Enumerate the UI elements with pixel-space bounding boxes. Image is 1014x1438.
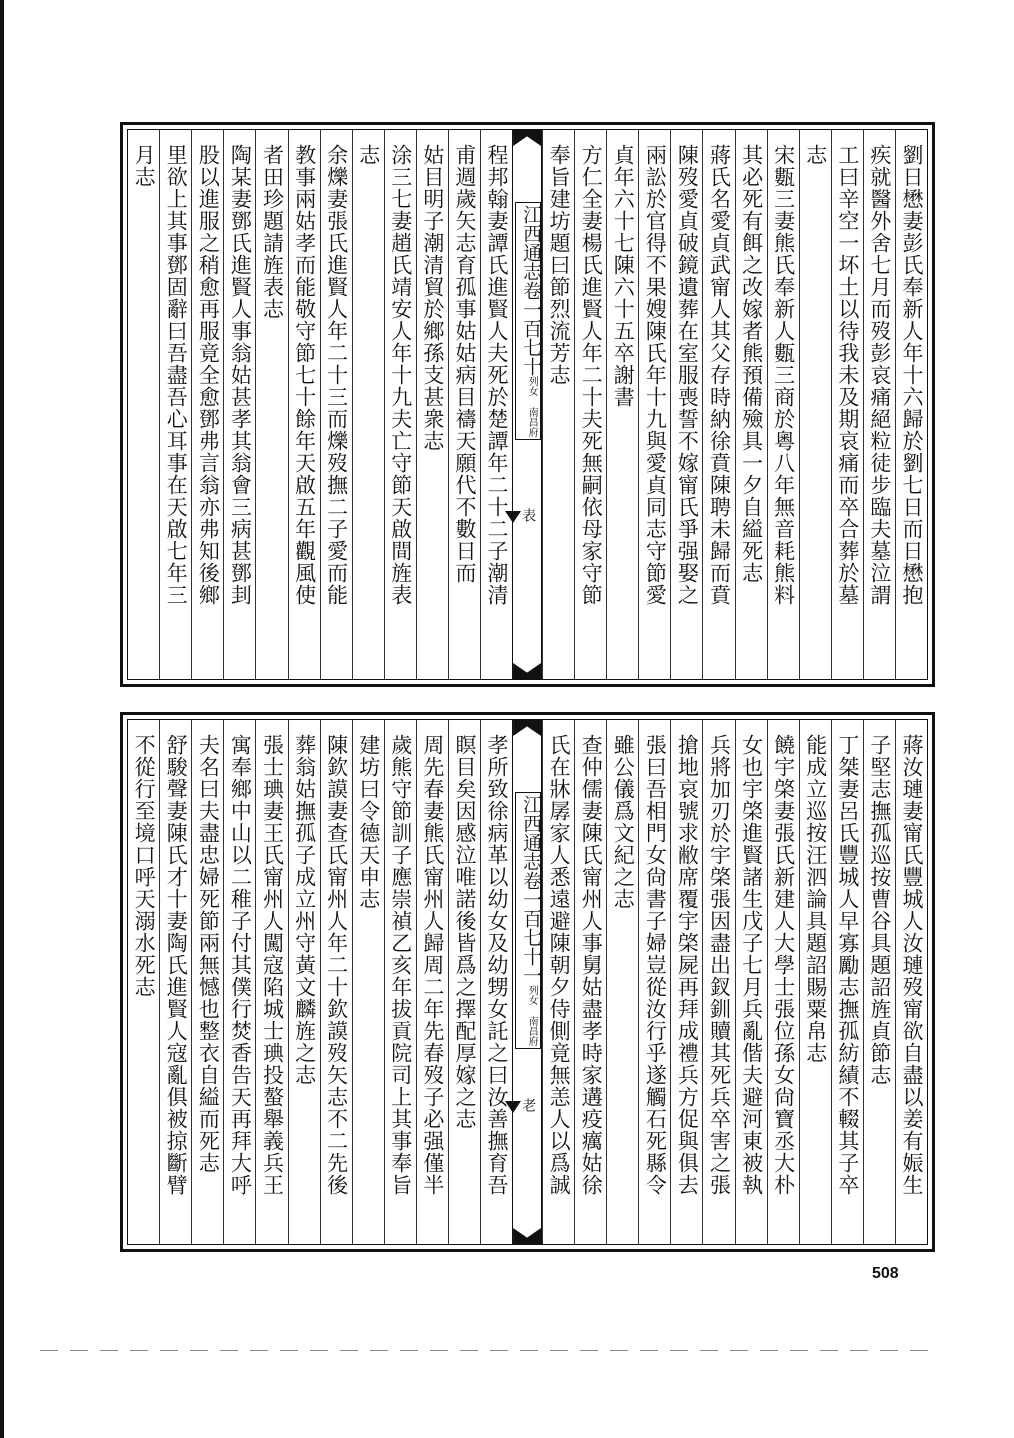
text-column: 兵將加刃於宇棨張因盡出釵釧贖其死兵卒害之張 xyxy=(702,720,734,1244)
text-column: 瞑目矣因感泣唯諾後皆爲之擇配厚嫁之志 xyxy=(448,720,480,1244)
text-column: 劉日懋妻彭氏奉新人年十六歸於劉七日而日懋抱 xyxy=(895,130,927,679)
text-column: 查仲儒妻陳氏甯州人事舅姑盡孝時家遘疫癘姑徐 xyxy=(574,720,606,1244)
top-text-columns xyxy=(128,130,927,679)
text-column: 奉旨建坊題曰節烈流芳志 xyxy=(542,130,574,679)
text-column: 饒宇棨妻張氏新建人大學士張位孫女尙寶丞大朴 xyxy=(767,720,799,1244)
center-gutter xyxy=(512,720,542,1244)
text-column: 不從行至境口呼天溺水死志 xyxy=(132,734,157,998)
text-column: 丁桀妻呂氏豐城人早寡勵志撫孤紡績不輟其子卒 xyxy=(831,720,863,1244)
top-page-panel xyxy=(120,122,935,687)
text-column: 葬翁姑撫孤子成立州守黃文麟旌之志 xyxy=(288,720,320,1244)
text-column: 里欲上其事鄧固辭曰吾盡吾心耳事在天啟七年三 xyxy=(159,130,191,679)
text-column: 搶地哀號求敝席覆宇棨屍再拜成禮兵方促與俱去 xyxy=(670,720,702,1244)
text-column: 蔣汝璉妻甯氏豐城人汝璉歿甯欲自盡以姜有娠生 xyxy=(895,720,927,1244)
text-column: 涂三七妻趙氏靖安人年十九夫亡守節天啟間旌表 xyxy=(384,130,416,679)
text-column: 周先春妻熊氏甯州人歸周二年先春歿子必强僅半 xyxy=(416,720,448,1244)
fishtail-bottom xyxy=(513,663,541,679)
text-column: 其必死有餌之改嫁者熊預備殮具一夕自縊死志 xyxy=(735,130,767,679)
bottom-page-panel xyxy=(120,712,935,1252)
text-column: 氏在牀孱家人悉遠避陳朝夕侍側竟無恙人以爲誠 xyxy=(542,720,574,1244)
text-column: 陳歿愛貞破鏡遺葬在室服喪誓不嫁甯氏爭强娶之 xyxy=(670,130,702,679)
text-column: 張士琠妻王氏甯州人闖寇陷城士琠投螯舉義兵王 xyxy=(255,720,287,1244)
text-column: 志 xyxy=(352,130,384,679)
text-column: 孝所致徐病革以幼女及幼甥女託之曰汝善撫育吾 xyxy=(480,720,512,1244)
scan-artifact-line xyxy=(40,1350,940,1351)
text-column: 方仁全妻楊氏進賢人年二十夫死無嗣依母家守節 xyxy=(574,130,606,679)
bottom-text-columns xyxy=(128,720,927,1244)
text-column: 教事兩姑孝而能敬守節七十餘年天啟五年觀風使 xyxy=(288,130,320,679)
text-column: 陳欽謨妻查氏甯州人年二十欽謨歿矢志不二先後 xyxy=(320,720,352,1244)
text-column: 蔣氏名愛貞武甯人其父存時納徐賁陳聘未歸而賁 xyxy=(702,130,734,679)
text-column: 宋甊三妻熊氏奉新人甊三商於粵八年無音耗熊料 xyxy=(767,130,799,679)
leaf-mark: 表 xyxy=(520,508,537,522)
text-column: 子堅志撫孤巡按曹谷具題詔旌貞節志 xyxy=(863,720,895,1244)
text-column: 志 xyxy=(799,130,831,679)
fishtail-top xyxy=(513,720,541,736)
text-column: 陶某妻鄧氏進賢人事翁姑甚孝其翁會三病甚鄧刲 xyxy=(223,130,255,679)
text-column: 兩訟於官得不果嫂陳氏年十九與愛貞同志守節愛 xyxy=(638,130,670,679)
text-column: 雖公儀爲文紀之志 xyxy=(606,720,638,1244)
text-column: 余爍妻張氏進賢人年二十三而爍歿撫二子愛而能 xyxy=(320,130,352,679)
text-column: 甫週歲矢志育孤事姑姑病目禱天願代不數日而 xyxy=(448,130,480,679)
text-column: 舒駿聲妻陳氏才十妻陶氏進賢人寇亂俱被掠斷臂 xyxy=(159,720,191,1244)
text-column: 工曰辛空一坏土以待我未及期哀痛而卒合葬於墓 xyxy=(831,130,863,679)
text-column: 歲熊守節訓子應崇禎乙亥年拔貢院司上其事奉旨 xyxy=(384,720,416,1244)
fishtail-top xyxy=(513,130,541,146)
scan-border xyxy=(0,0,4,1438)
text-column: 貞年六十七陳六十五卒謝書 xyxy=(606,130,638,679)
text-column: 女也宇棨進賢諸生戊子七月兵亂偕夫避河東被執 xyxy=(735,720,767,1244)
text-column: 張曰吾相門女尙書子婦豈從汝行乎遂觸石死縣令 xyxy=(638,720,670,1244)
text-column: 月志 xyxy=(132,144,157,188)
text-column: 寓奉鄉中山以二稚子付其僕行焚香告天再拜大呼 xyxy=(223,720,255,1244)
volume-title: 江西通志卷一百七十列女 南昌府 xyxy=(515,202,541,440)
text-column: 程邦翰妻譚氏進賢人夫死於楚譚年二十二子潮清 xyxy=(480,130,512,679)
text-column: 姑目明子潮清貿於鄉孫支甚衆志 xyxy=(416,130,448,679)
center-gutter xyxy=(512,130,542,679)
text-column: 建坊曰令德天申志 xyxy=(352,720,384,1244)
page-number: 508 xyxy=(872,1265,899,1282)
text-column: 能成立巡按汪泗論具題詔賜粟帛志 xyxy=(799,720,831,1244)
volume-title: 江西通志卷一百七十一列女 南昌府 xyxy=(515,792,541,1049)
leaf-mark: 老 xyxy=(520,1098,537,1112)
text-column: 者田珍題請旌表志 xyxy=(255,130,287,679)
text-column: 股以進服之稍愈再服竟全愈鄧弗言翁亦弗知後鄉 xyxy=(191,130,223,679)
fishtail-bottom xyxy=(513,1228,541,1244)
text-column: 夫名曰夫盡忠婦死節兩無憾也整衣自縊而死志 xyxy=(191,720,223,1244)
text-column: 疾就醫外舍七月而歿彭哀痛絕粒徒步臨夫墓泣謂 xyxy=(863,130,895,679)
